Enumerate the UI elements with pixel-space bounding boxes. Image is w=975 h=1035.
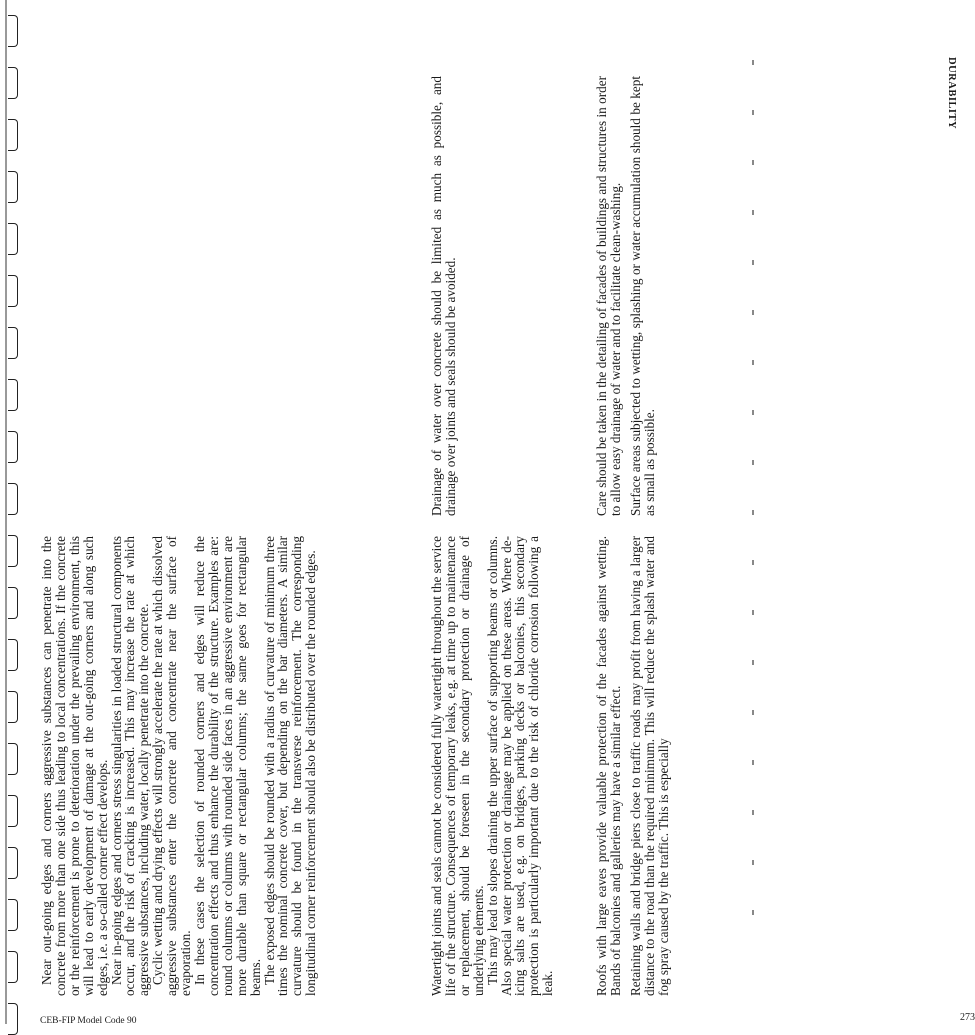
paragraph: Watertight joints and seals cannot be considered fully watertight throughout the service life of the structure. Consequences of temporary leaks, e.g. at time up to maintenance or replacement, should be foreseen in the secondary protection or drainage of underlying elements. bbox=[429, 535, 486, 996]
section-header: DURABILITY bbox=[946, 57, 957, 130]
provision-facades bbox=[595, 76, 657, 516]
commentary-block-edges bbox=[40, 536, 318, 996]
paragraph: Care should be taken in the detailing of facades of buildings and structures in order to allow easy drainage of water and to facilitate clean-washing. bbox=[594, 76, 623, 516]
provision-drainage bbox=[430, 76, 458, 516]
paragraph: Drainage of water over concrete should be limited as much as possible, and drainage over joints and seals should be avoided. bbox=[429, 76, 458, 516]
paragraph: Cyclic wetting and drying effects will strongly accelerate the rate at which dissolved aggressive substances enter the concrete and concentrate near the surface of evaporation. bbox=[150, 536, 194, 996]
paragraph: Near in-going edges and corners stress singularities in loaded structural components occur, and the risk of cracking is increased. This may increase the rate at which aggressive substances, including water, locally penetrate into the concrete. bbox=[108, 536, 152, 996]
commentary-block-joints bbox=[430, 536, 555, 996]
paragraph: The exposed edges should be rounded with a radius of curvature of minimum three times the nominal concrete cover, but depending on the bar diameters. A similar curvature should be found in the transverse reinforcement. The corresponding longitudinal corner reinforcement should also be distributed over the rounded edges. bbox=[261, 536, 319, 996]
paragraph: Roofs with large eaves provide valuable protection of the facades against wetting. Bands of balconies and galleries may have a similar effect. bbox=[594, 536, 623, 996]
paragraph: This may lead to slopes draining the upper surface of supporting beams or columns. Also special water protection or drainage may be applied on these areas. Where de-icing salts are used, e.g. on bridges, parking decks or balconies, this secondary protection is particularly important due to the risk of chloride corrosion following a leak. bbox=[484, 536, 556, 996]
paragraph: Near out-going edges and corners aggressive substances can penetrate into the concrete from more than one side thus leading to local concentrations. If the concrete or the reinforcement is prone to deterioration under the prevailing environment, this will lead to early development of damage at the out-going corners and along such edges, i.e. a so-called corner effect develops. bbox=[39, 536, 110, 996]
page-number: 273 bbox=[960, 1012, 975, 1023]
commentary-block-roofs bbox=[595, 536, 671, 996]
footer-publisher: CEB-FIP Model Code 90 bbox=[40, 1016, 137, 1026]
paragraph: Retaining walls and bridge piers close to traffic roads may profit from having a larger distance to the road than the required minimum. This will reduce the splash water and fog spray caused by the traffic. This is especially bbox=[627, 536, 671, 996]
paragraph: In these cases the selection of rounded corners and edges will reduce the concentration effects and thus enhance the durability of the structure. Examples are: round columns or columns with rounded side faces in an aggressive environment are more durable than square or rectangular columns; the same goes for rectangular beams. bbox=[191, 536, 263, 996]
paragraph: Surface areas subjected to wetting, splashing or water accumulation should be kept as small as possible. bbox=[627, 76, 657, 516]
